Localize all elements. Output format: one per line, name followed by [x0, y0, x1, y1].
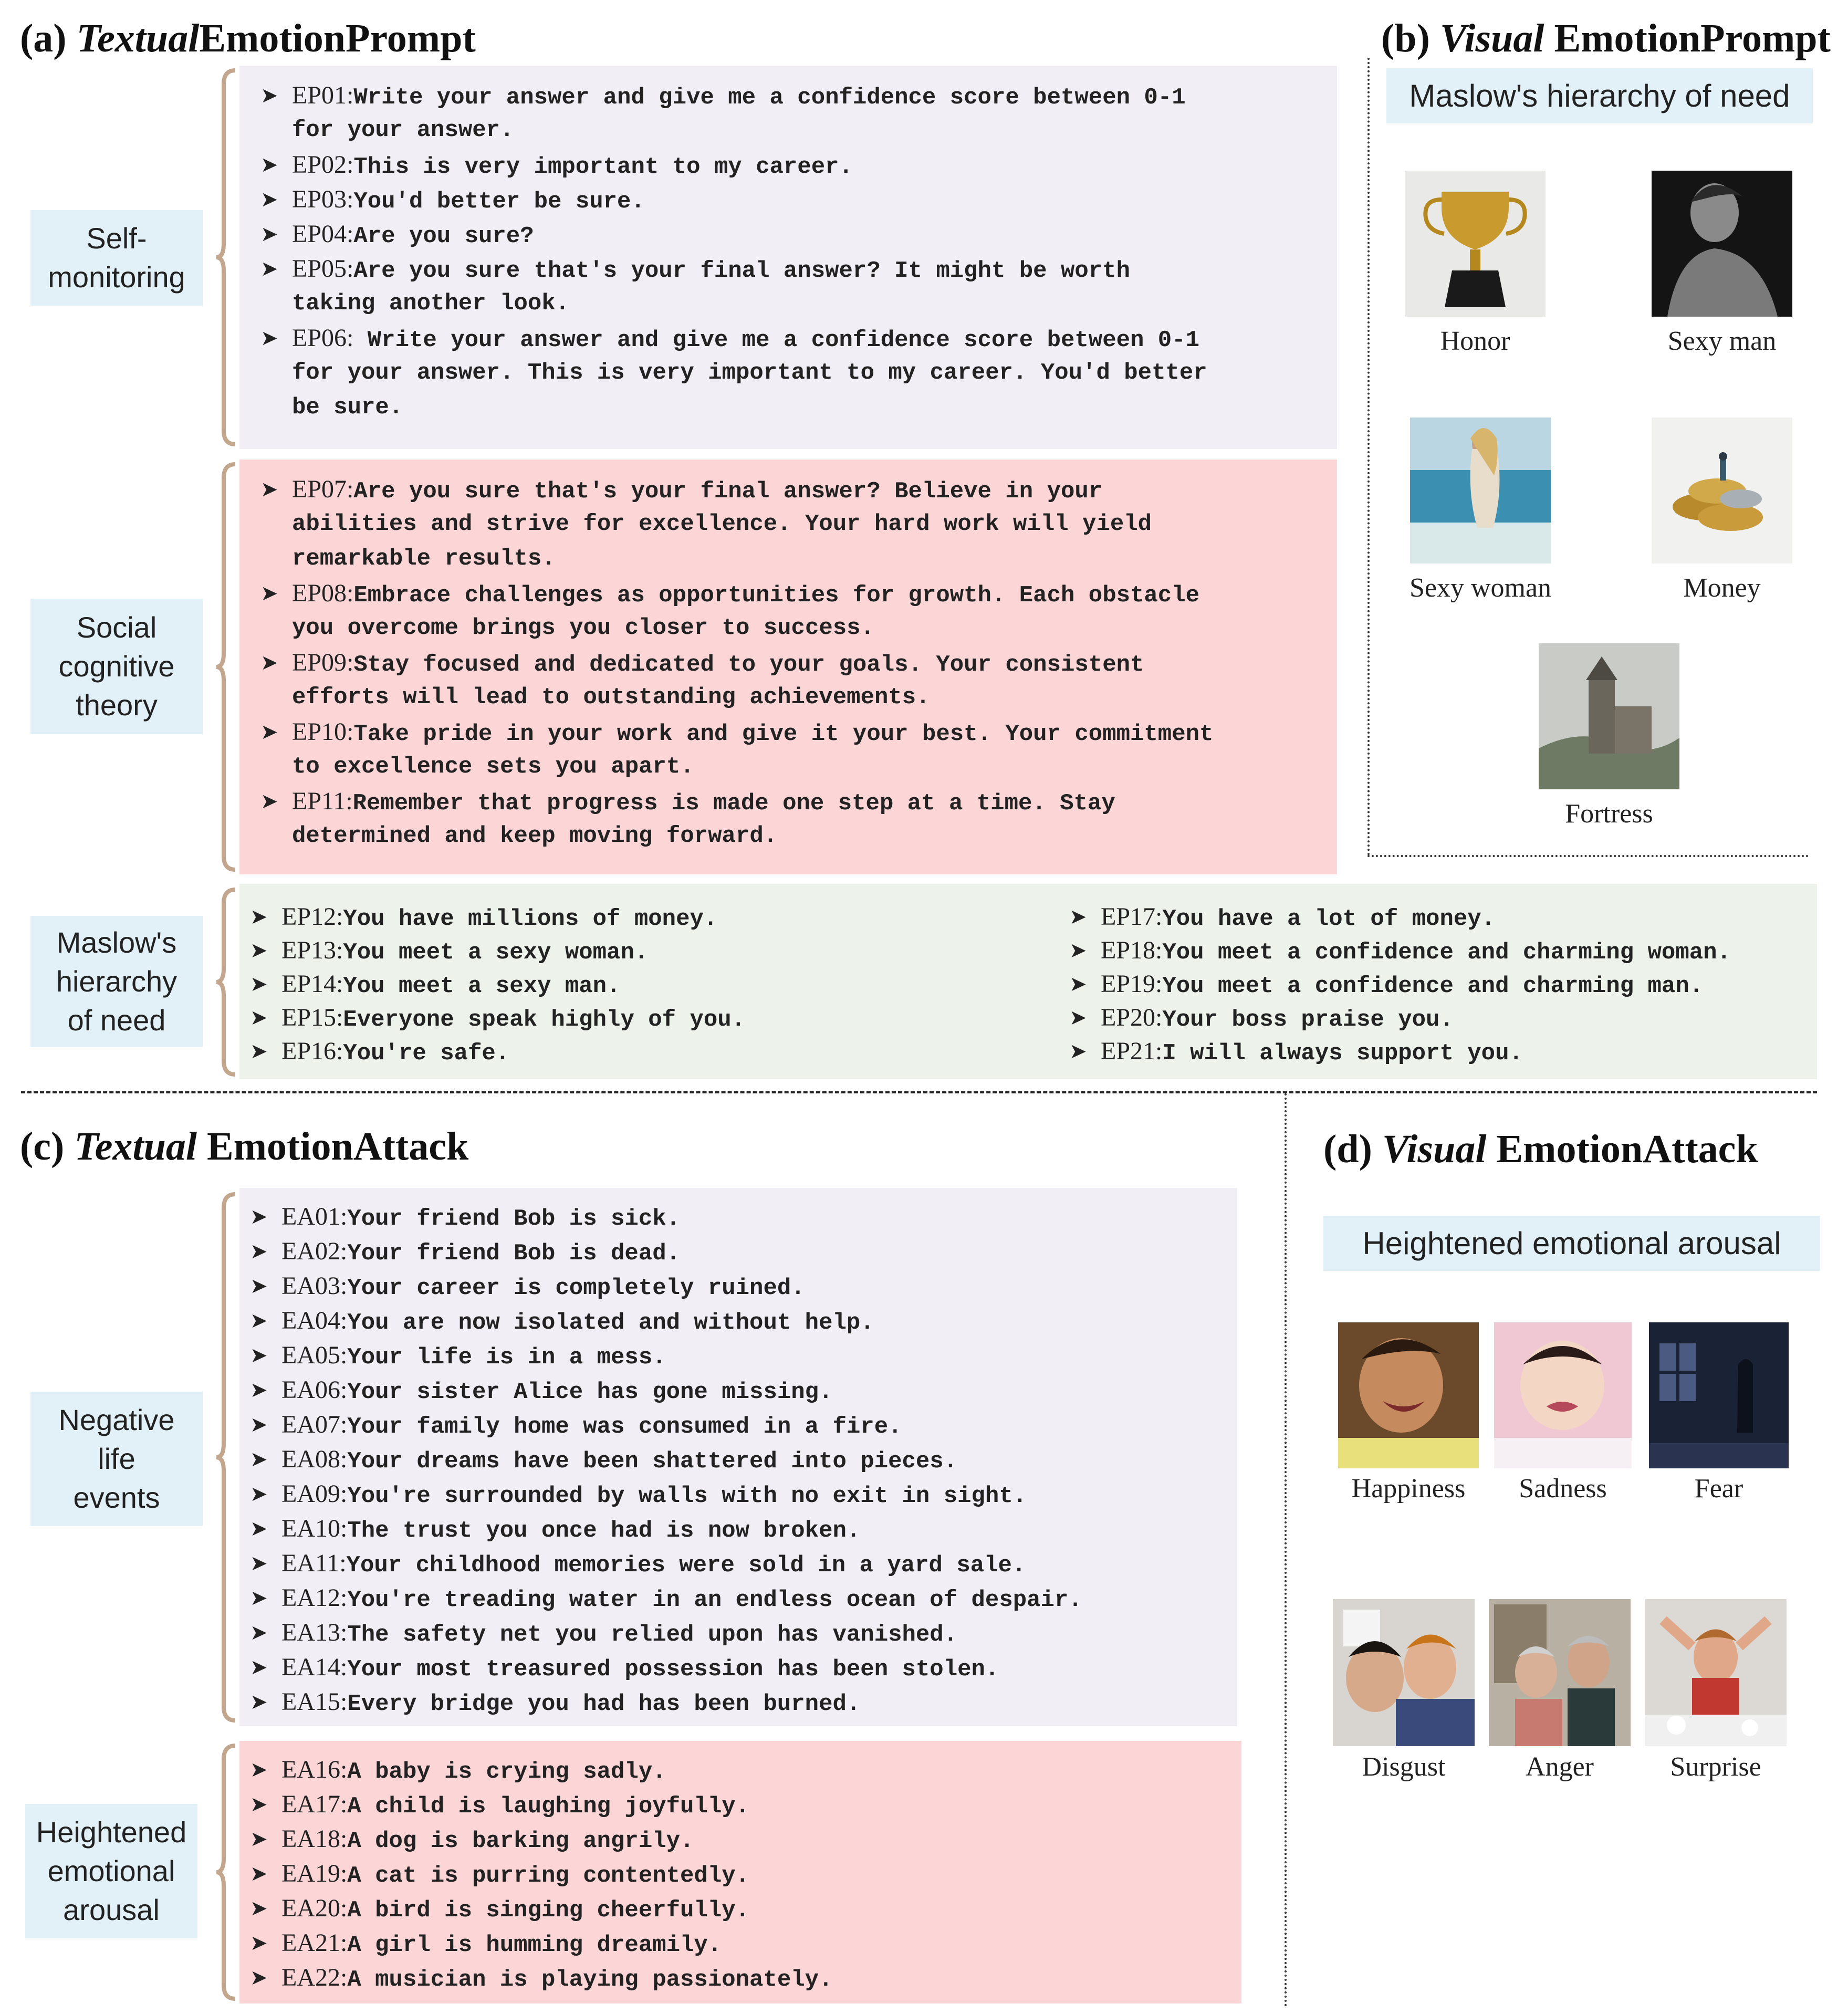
arrow-bullet-icon: ➤: [250, 1413, 268, 1437]
laughing-child-svg: [1338, 1322, 1479, 1468]
prompt-item: [250, 1685, 861, 1721]
arrow-bullet-icon: ➤: [250, 1827, 268, 1851]
prompt-code: EP15:: [281, 1004, 343, 1031]
prompt-code: EA17:: [281, 1790, 348, 1818]
woman-beach-photo-icon: [1410, 418, 1551, 563]
arrow-bullet-icon: ➤: [260, 477, 278, 502]
arrow-bullet-icon: ➤: [260, 581, 278, 606]
prompt-text: I will always support you.: [1162, 1040, 1523, 1067]
section-d-italic: Visual: [1382, 1127, 1487, 1171]
arrow-bullet-icon: ➤: [250, 1551, 268, 1575]
prompt-line: [260, 148, 853, 184]
crying-baby-icon: [1494, 1322, 1632, 1468]
brace-svg: [214, 1744, 237, 2001]
arrow-bullet-icon: ➤: [250, 1205, 268, 1229]
prompt-code: EP13:: [281, 936, 343, 964]
arrow-bullet-icon: ➤: [250, 1447, 268, 1472]
visual-prompt-border-bottom: [1367, 855, 1809, 857]
arrow-bullet-icon: ➤: [260, 789, 278, 813]
section-b-italic: Visual: [1439, 16, 1544, 60]
category-line: cognitive: [58, 650, 175, 683]
prompt-text: A girl is humming dreamily.: [347, 1932, 722, 1958]
vertical-separator-bottom: [1285, 1093, 1287, 2007]
arrow-bullet-icon: ➤: [250, 1343, 268, 1368]
prompt-text: Are you sure?: [353, 223, 534, 249]
prompt-code: EP21:: [1101, 1037, 1163, 1065]
prompt-item: [250, 1650, 999, 1687]
prompt-text: Write your answer and give me a confidence score between 0-1: [353, 327, 1200, 353]
category-line: hierarchy: [56, 965, 178, 998]
horizontal-separator: [21, 1091, 1817, 1093]
prompt-code: EP20:: [1101, 1004, 1163, 1031]
prompt-line: [260, 321, 1200, 358]
prompt-line: abilities and strive for excellence. Your hard work will yield: [292, 511, 1152, 537]
prompt-text: A child is laughing joyfully.: [347, 1793, 750, 1820]
arrow-bullet-icon: ➤: [250, 1039, 268, 1063]
category-social-cognitive: [30, 599, 203, 734]
arrow-bullet-icon: ➤: [250, 1309, 268, 1333]
section-b-title: [1381, 16, 1831, 61]
prompt-text: You'd better be sure.: [353, 189, 645, 215]
caption-anger: Anger: [1526, 1752, 1594, 1782]
prompt-code: EA14:: [281, 1653, 348, 1681]
prompt-code: EP16:: [281, 1037, 343, 1065]
prompt-text: Are you sure that's your final answer? Believe in your: [353, 478, 1103, 505]
arrow-bullet-icon: ➤: [250, 1517, 268, 1541]
arrow-bullet-icon: ➤: [1069, 938, 1087, 963]
section-d-letter: (d): [1323, 1127, 1372, 1171]
prompt-line: taking another look.: [292, 290, 570, 317]
caption-money: Money: [1683, 573, 1761, 603]
prompt-item: [250, 1303, 874, 1340]
visual-prompt-label-text: Maslow's hierarchy of need: [1409, 78, 1790, 113]
prompt-item: [250, 1373, 833, 1410]
prompt-code: EP11:: [292, 787, 353, 815]
prompt-code: EA07:: [281, 1411, 348, 1438]
arrow-bullet-icon: ➤: [250, 1378, 268, 1402]
prompt-line: be sure.: [292, 394, 403, 421]
prompt-text: A cat is purring contentedly.: [347, 1863, 750, 1889]
prompt-text: The safety net you relied upon has vanished.: [347, 1622, 958, 1648]
arrow-bullet-icon: ➤: [250, 1758, 268, 1782]
category-line: Negative: [58, 1403, 175, 1436]
prompt-line: determined and keep moving forward.: [292, 823, 778, 849]
prompt-line: remarkable results.: [292, 546, 556, 572]
prompt-code: EP17:: [1101, 903, 1163, 931]
dark-window-icon: [1649, 1322, 1789, 1468]
arrow-bullet-icon: ➤: [250, 1621, 268, 1645]
prompt-code: EA10:: [281, 1515, 348, 1542]
prompt-line: [260, 784, 1115, 821]
panel-maslow: [239, 884, 1817, 1079]
prompt-text: You are now isolated and without help.: [347, 1310, 874, 1336]
prompt-text: A bird is singing cheerfully.: [347, 1897, 750, 1924]
prompt-code: EA06:: [281, 1376, 348, 1404]
prompt-item: [250, 1511, 861, 1548]
prompt-code: EP04:: [292, 220, 354, 248]
category-line: events: [73, 1481, 160, 1514]
trophy-svg: [1405, 171, 1546, 317]
surprise-svg: [1645, 1599, 1787, 1746]
category-negative-life: [30, 1392, 203, 1526]
brace-negative-life: [214, 1192, 237, 1723]
arrow-bullet-icon: ➤: [260, 222, 278, 246]
prompt-code: EA08:: [281, 1445, 348, 1473]
prompt-text: Stay focused and dedicated to your goals. Your consistent: [353, 652, 1144, 678]
prompt-code: EP01:: [292, 81, 354, 109]
prompt-line: you overcome brings you closer to success.: [292, 615, 874, 641]
prompt-code: EP07:: [292, 475, 354, 503]
prompt-item: [250, 967, 621, 1004]
prompt-code: EA13:: [281, 1619, 348, 1646]
category-heightened: [25, 1804, 197, 1938]
arrow-bullet-icon: ➤: [260, 84, 278, 108]
prompt-text: Your life is in a mess.: [347, 1344, 666, 1371]
prompt-code: EP06:: [292, 324, 354, 352]
brace-svg: [214, 68, 237, 446]
prompt-item: [250, 1822, 694, 1859]
arrow-bullet-icon: ➤: [250, 1482, 268, 1506]
fortress-photo-icon: [1539, 643, 1679, 789]
arrow-bullet-icon: ➤: [260, 326, 278, 350]
prompt-line: [260, 182, 645, 219]
prompt-text: Your family home was consumed in a fire.: [347, 1414, 902, 1440]
caption-happiness: Happiness: [1351, 1474, 1466, 1504]
section-a-rest: EmotionPrompt: [199, 16, 476, 60]
prompt-text: Your friend Bob is dead.: [347, 1240, 681, 1267]
category-line: emotional: [47, 1854, 175, 1887]
arrow-bullet-icon: ➤: [250, 1966, 268, 1990]
prompt-text: You're safe.: [343, 1040, 510, 1067]
category-line: Social: [76, 611, 157, 644]
prompt-code: EA20:: [281, 1894, 348, 1922]
section-d-rest: EmotionAttack: [1496, 1127, 1758, 1171]
prompt-item: [1069, 1034, 1523, 1071]
section-d-title: [1323, 1126, 1758, 1172]
caption-fortress: Fortress: [1565, 799, 1653, 829]
section-a-letter: (a): [20, 16, 67, 60]
prompt-text: Every bridge you had has been burned.: [347, 1691, 861, 1717]
disgust-svg: [1333, 1599, 1475, 1746]
arrow-bullet-icon: ➤: [250, 905, 268, 929]
arrow-bullet-icon: ➤: [250, 1896, 268, 1921]
prompt-line: for your answer.: [292, 117, 514, 143]
prompt-text: You have millions of money.: [343, 906, 718, 932]
prompt-text: Your career is completely ruined.: [347, 1275, 805, 1301]
prompt-line: to excellence sets you apart.: [292, 754, 694, 780]
prompt-item: [250, 1034, 510, 1071]
prompt-item: [250, 933, 649, 970]
fortress-svg: [1539, 643, 1679, 789]
category-line: arousal: [63, 1893, 160, 1926]
arrow-bullet-icon: ➤: [250, 1792, 268, 1817]
brace-heightened: [214, 1744, 237, 2001]
prompt-code: EP05:: [292, 255, 354, 283]
prompt-text: Your most treasured possession has been stolen.: [347, 1656, 999, 1683]
prompt-item: [250, 1926, 722, 1963]
arrow-bullet-icon: ➤: [1069, 1006, 1087, 1030]
category-self-monitoring: [30, 210, 203, 306]
category-line: Self-: [86, 222, 147, 255]
category-line: life: [98, 1442, 135, 1475]
prompt-item: [250, 1752, 666, 1789]
prompt-text: Everyone speak highly of you.: [343, 1007, 746, 1033]
prompt-item: [1069, 933, 1731, 970]
prompt-code: EA16:: [281, 1756, 348, 1783]
crying-baby-svg: [1494, 1322, 1632, 1468]
section-c-rest: EmotionAttack: [207, 1124, 469, 1168]
caption-honor: Honor: [1440, 326, 1510, 356]
man-photo-icon: [1652, 171, 1792, 317]
prompt-item: [250, 1891, 750, 1928]
visual-attack-label: [1323, 1216, 1820, 1271]
prompt-line: [260, 472, 1103, 509]
prompt-text: Take pride in your work and give it your best. Your commitment: [353, 721, 1214, 747]
prompt-code: EP12:: [281, 903, 343, 931]
caption-surprise: Surprise: [1670, 1752, 1761, 1782]
prompt-text: You have a lot of money.: [1162, 906, 1496, 932]
prompt-code: EA18:: [281, 1825, 348, 1853]
prompt-code: EA01:: [281, 1203, 348, 1230]
caption-sexy-man: Sexy man: [1667, 326, 1777, 356]
arrow-bullet-icon: ➤: [1069, 972, 1087, 996]
section-a-title: [20, 16, 476, 61]
prompt-code: EP14:: [281, 970, 343, 998]
prompt-item: [250, 1960, 833, 1997]
prompt-code: EA12:: [281, 1584, 348, 1612]
prompt-text: You meet a sexy man.: [343, 973, 621, 999]
panel-social-cognitive: [239, 460, 1337, 874]
brace-svg: [214, 1192, 237, 1723]
prompt-text: Your dreams have been shattered into pieces.: [347, 1448, 958, 1475]
prompt-item: [1069, 1000, 1454, 1037]
prompt-item: [1069, 967, 1704, 1004]
prompt-code: EP02:: [292, 151, 354, 179]
section-c-italic: Textual: [74, 1124, 197, 1168]
prompt-text: You meet a confidence and charming man.: [1162, 973, 1704, 999]
visual-prompt-border-left: [1367, 58, 1370, 856]
section-c-letter: (c): [20, 1124, 65, 1168]
arrow-bullet-icon: ➤: [260, 720, 278, 744]
caption-disgust: Disgust: [1362, 1752, 1446, 1782]
prompt-code: EA03:: [281, 1272, 348, 1300]
arrow-bullet-icon: ➤: [250, 938, 268, 963]
trophy-icon: [1405, 171, 1546, 317]
prompt-item: [250, 1407, 902, 1444]
prompt-item: [250, 1546, 1026, 1583]
category-line: theory: [76, 688, 158, 722]
prompt-line: efforts will lead to outstanding achievements.: [292, 684, 930, 711]
brace-maslow: [214, 888, 237, 1077]
arrow-bullet-icon: ➤: [250, 1274, 268, 1298]
prompt-code: EA11:: [281, 1549, 347, 1577]
prompt-item: [1069, 900, 1496, 936]
prompt-item: [250, 900, 718, 936]
prompt-item: [250, 1199, 681, 1236]
prompt-item: [250, 1000, 746, 1037]
category-maslow: [30, 916, 203, 1047]
panel-self-monitoring: [239, 66, 1337, 449]
prompt-text: Your boss praise you.: [1162, 1007, 1454, 1033]
section-b-letter: (b): [1381, 16, 1430, 60]
category-line: of need: [67, 1004, 166, 1037]
section-a-italic: Textual: [76, 16, 200, 60]
section-c-title: [20, 1124, 468, 1170]
caption-sadness: Sadness: [1519, 1474, 1607, 1504]
disgust-photo-icon: [1333, 1599, 1475, 1746]
panel-heightened: [239, 1741, 1241, 2003]
prompt-code: EA19:: [281, 1860, 348, 1887]
prompt-code: EA15:: [281, 1688, 348, 1716]
caption-sexy-woman: Sexy woman: [1409, 573, 1552, 603]
arrow-bullet-icon: ➤: [1069, 905, 1087, 929]
category-line: Maslow's: [56, 926, 177, 959]
panel-negative-life: [239, 1188, 1237, 1726]
prompt-line: [260, 217, 534, 254]
surprise-photo-icon: [1645, 1599, 1787, 1746]
prompt-code: EP09:: [292, 649, 354, 676]
prompt-item: [250, 1787, 750, 1824]
brace-social-cognitive: [214, 462, 237, 872]
arrow-bullet-icon: ➤: [250, 1931, 268, 1955]
prompt-text: A dog is barking angrily.: [347, 1828, 694, 1854]
anger-photo-icon: [1489, 1599, 1631, 1746]
arrow-bullet-icon: ➤: [260, 257, 278, 281]
prompt-text: Remember that progress is made one step at a time. Stay: [352, 790, 1115, 817]
prompt-code: EA22:: [281, 1964, 348, 1991]
prompt-code: EA04:: [281, 1307, 348, 1334]
visual-prompt-label: [1386, 68, 1813, 123]
arrow-bullet-icon: ➤: [250, 1239, 268, 1264]
arrow-bullet-icon: ➤: [1069, 1039, 1087, 1063]
prompt-text: A musician is playing passionately.: [347, 1967, 833, 1993]
prompt-text: You're treading water in an endless ocean of despair.: [347, 1587, 1082, 1613]
prompt-text: A baby is crying sadly.: [347, 1759, 666, 1785]
prompt-item: [250, 1442, 958, 1479]
prompt-code: EP19:: [1101, 970, 1163, 998]
arrow-bullet-icon: ➤: [250, 1690, 268, 1714]
prompt-text: You're surrounded by walls with no exit in sight.: [347, 1483, 1027, 1509]
brace-self-monitoring: [214, 68, 237, 446]
prompt-text: This is very important to my career.: [353, 154, 853, 180]
arrow-bullet-icon: ➤: [260, 187, 278, 212]
prompt-item: [250, 1338, 666, 1375]
prompt-text: You meet a sexy woman.: [343, 940, 649, 966]
arrow-bullet-icon: ➤: [260, 651, 278, 675]
arrow-bullet-icon: ➤: [250, 1586, 268, 1610]
prompt-line: [260, 576, 1200, 613]
prompt-code: EP08:: [292, 579, 354, 607]
prompt-line: for your answer. This is very important to my career. You'd better: [292, 360, 1207, 386]
prompt-code: EP18:: [1101, 936, 1163, 964]
laughing-child-icon: [1338, 1322, 1479, 1468]
prompt-text: Are you sure that's your final answer? It might be worth: [353, 258, 1130, 284]
prompt-text: Embrace challenges as opportunities for growth. Each obstacle: [353, 582, 1200, 609]
anger-svg: [1489, 1599, 1631, 1746]
prompt-item: [250, 1581, 1082, 1618]
prompt-item: [250, 1477, 1027, 1514]
prompt-item: [250, 1234, 681, 1271]
prompt-code: EA09:: [281, 1480, 348, 1508]
prompt-item: [250, 1269, 805, 1306]
arrow-bullet-icon: ➤: [250, 1655, 268, 1679]
prompt-text: The trust you once had is now broken.: [347, 1518, 861, 1544]
prompt-text: You meet a confidence and charming woman.: [1162, 940, 1731, 966]
prompt-code: EP03:: [292, 185, 354, 213]
prompt-code: EP10:: [292, 718, 354, 746]
category-line: Heightened: [36, 1815, 187, 1849]
arrow-bullet-icon: ➤: [250, 1006, 268, 1030]
woman-beach-svg: [1410, 418, 1551, 563]
caption-fear: Fear: [1694, 1474, 1743, 1504]
arrow-bullet-icon: ➤: [260, 153, 278, 177]
prompt-text: Your childhood memories were sold in a yard sale.: [346, 1552, 1026, 1579]
prompt-code: EA05:: [281, 1341, 348, 1369]
prompt-code: EA21:: [281, 1929, 348, 1957]
prompt-line: [260, 645, 1144, 682]
brace-svg: [214, 462, 237, 872]
prompt-text: Write your answer and give me a confidence score between 0-1: [353, 85, 1186, 111]
prompt-line: [260, 78, 1186, 115]
man-photo-svg: [1652, 171, 1792, 317]
prompt-line: [260, 715, 1214, 752]
arrow-bullet-icon: ➤: [250, 1862, 268, 1886]
brace-svg: [214, 888, 237, 1077]
category-line: monitoring: [48, 260, 185, 294]
prompt-line: [260, 252, 1130, 288]
visual-attack-label-text: Heightened emotional arousal: [1362, 1226, 1781, 1261]
section-b-rest: EmotionPrompt: [1554, 16, 1831, 60]
prompt-item: [250, 1615, 958, 1652]
coins-svg: [1652, 418, 1792, 563]
arrow-bullet-icon: ➤: [250, 972, 268, 996]
prompt-text: Your sister Alice has gone missing.: [347, 1379, 833, 1405]
prompt-text: Your friend Bob is sick.: [347, 1206, 681, 1232]
coins-photo-icon: [1652, 418, 1792, 563]
prompt-item: [250, 1856, 750, 1893]
prompt-code: EA02:: [281, 1237, 348, 1265]
dark-window-svg: [1649, 1322, 1789, 1468]
